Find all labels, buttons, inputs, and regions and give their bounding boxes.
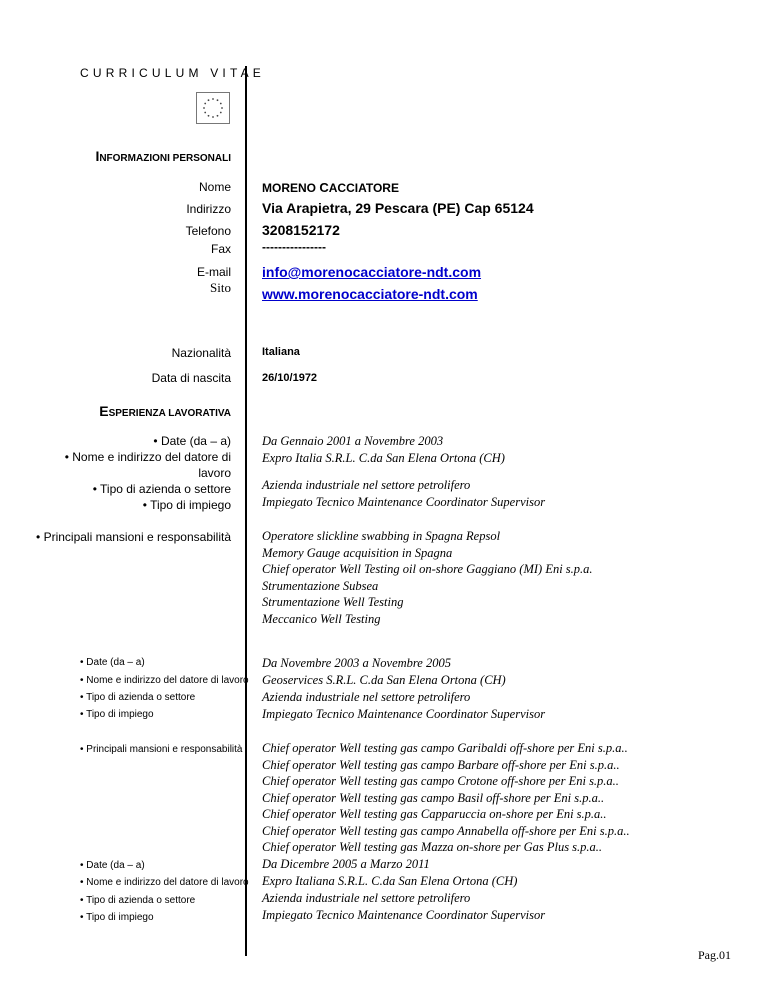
nationality-label: Nazionalità (171, 346, 231, 360)
job2-duty: Chief operator Well testing gas campo Annabella off-shore per Eni s.p.a.. (262, 823, 630, 838)
date-label: • Date (da – a) (80, 657, 145, 668)
job-label: • Tipo di impiego (142, 498, 231, 512)
birth-label: Data di nascita (151, 371, 231, 385)
employer-label: • Nome e indirizzo del datore di (64, 450, 231, 464)
fax-value: ---------------- (262, 240, 326, 254)
date-label: • Date (da – a) (80, 860, 145, 871)
job1-duty: Strumentazione Subsea (262, 578, 379, 593)
name-value: MORENO CACCIATORE (262, 180, 399, 195)
fax-label: Fax (210, 242, 231, 256)
job1-duty: Memory Gauge acquisition in Spagna (262, 545, 453, 560)
email-label: E-mail (196, 265, 231, 279)
job2-employer: Geoservices S.R.L. C.da San Elena Ortona (CH) (262, 673, 506, 687)
job2-date: Da Novembre 2003 a Novembre 2005 (262, 656, 451, 670)
nationality-value: Italiana (262, 346, 300, 358)
job1-duty: Operatore slickline swabbing in Spagna Repsol (262, 529, 501, 543)
job2-duty: Chief operator Well testing gas Mazza on-shore per Gas Plus s.p.a.. (262, 840, 603, 854)
job-label: • Tipo di impiego (80, 709, 154, 720)
job1-sector: Azienda industriale nel settore petrolifero (262, 478, 471, 492)
duties-label: • Principali mansioni e responsabilità (36, 530, 231, 544)
job2-duty: Chief operator Well testing gas Capparuccia on-shore per Eni s.p.a.. (262, 807, 607, 821)
sector-label: • Tipo di azienda o settore (80, 895, 196, 906)
job2-duty: Chief operator Well testing gas campo Crotone off-shore per Eni s.p.a.. (262, 774, 619, 788)
phone-label: Telefono (185, 224, 231, 238)
employer-label: • Nome e indirizzo del datore di lavoro (80, 675, 249, 686)
employer-label-cont: lavoro (198, 466, 231, 480)
job1-employer: Expro Italia S.R.L. C.da San Elena Ortona (CH) (262, 451, 505, 465)
job2-job: Impiegato Tecnico Maintenance Coordinator Supervisor (262, 707, 546, 721)
name-label: Nome (198, 180, 231, 194)
job3-job: Impiegato Tecnico Maintenance Coordinator Supervisor (262, 908, 546, 922)
job1-job: Impiegato Tecnico Maintenance Coordinator Supervisor (262, 495, 546, 509)
job2-duty: Chief operator Well testing gas campo Barbare off-shore per Eni s.p.a.. (262, 757, 620, 772)
page-number: Pag.01 (698, 948, 731, 962)
sector-label: • Tipo di azienda o settore (92, 482, 231, 496)
eu-flag-icon (196, 92, 230, 124)
job-label: • Tipo di impiego (80, 912, 154, 923)
job2-sector: Azienda industriale nel settore petrolifero (262, 690, 471, 704)
job1-date: Da Gennaio 2001 a Novembre 2003 (262, 434, 444, 448)
email-link[interactable]: info@morenocacciatore-ndt.com (262, 264, 482, 280)
duties-label: • Principali mansioni e responsabilità (80, 744, 243, 755)
job2-duty: Chief operator Well testing gas campo Garibaldi off-shore per Eni s.p.a.. (262, 741, 628, 755)
site-link[interactable]: www.morenocacciatore-ndt.com (262, 286, 478, 302)
date-label: • Date (da – a) (153, 434, 231, 448)
job2-duty: Chief operator Well testing gas campo Basil off-shore per Eni s.p.a.. (262, 790, 605, 805)
experience-heading: ESPERIENZA LAVORATIVA (99, 403, 231, 419)
column-divider (245, 66, 247, 956)
phone-value: 3208152172 (262, 222, 340, 238)
job1-duty: Strumentazione Well Testing (262, 595, 404, 609)
job1-duty: Meccanico Well Testing (262, 611, 381, 626)
job3-sector: Azienda industriale nel settore petrolifero (262, 891, 471, 905)
job3-date: Da Dicembre 2005 a Marzo 2011 (262, 857, 430, 871)
job1-duty: Chief operator Well Testing oil on-shore Gaggiano (MI) Eni s.p.a. (262, 562, 593, 576)
personal-info-heading: INFORMAZIONI PERSONALI (95, 148, 231, 164)
birth-value: 26/10/1972 (262, 372, 318, 384)
site-label: Sito (210, 280, 231, 295)
address-label: Indirizzo (186, 202, 231, 216)
address-value: Via Arapietra, 29 Pescara (PE) Cap 65124 (262, 200, 534, 216)
cv-title: CURRICULUM VITAE (80, 66, 265, 80)
job1-labels (41, 433, 231, 513)
sector-label: • Tipo di azienda o settore (80, 692, 196, 703)
job3-employer: Expro Italiana S.R.L. C.da San Elena Ortona (CH) (262, 874, 518, 888)
employer-label: • Nome e indirizzo del datore di lavoro (80, 877, 249, 888)
